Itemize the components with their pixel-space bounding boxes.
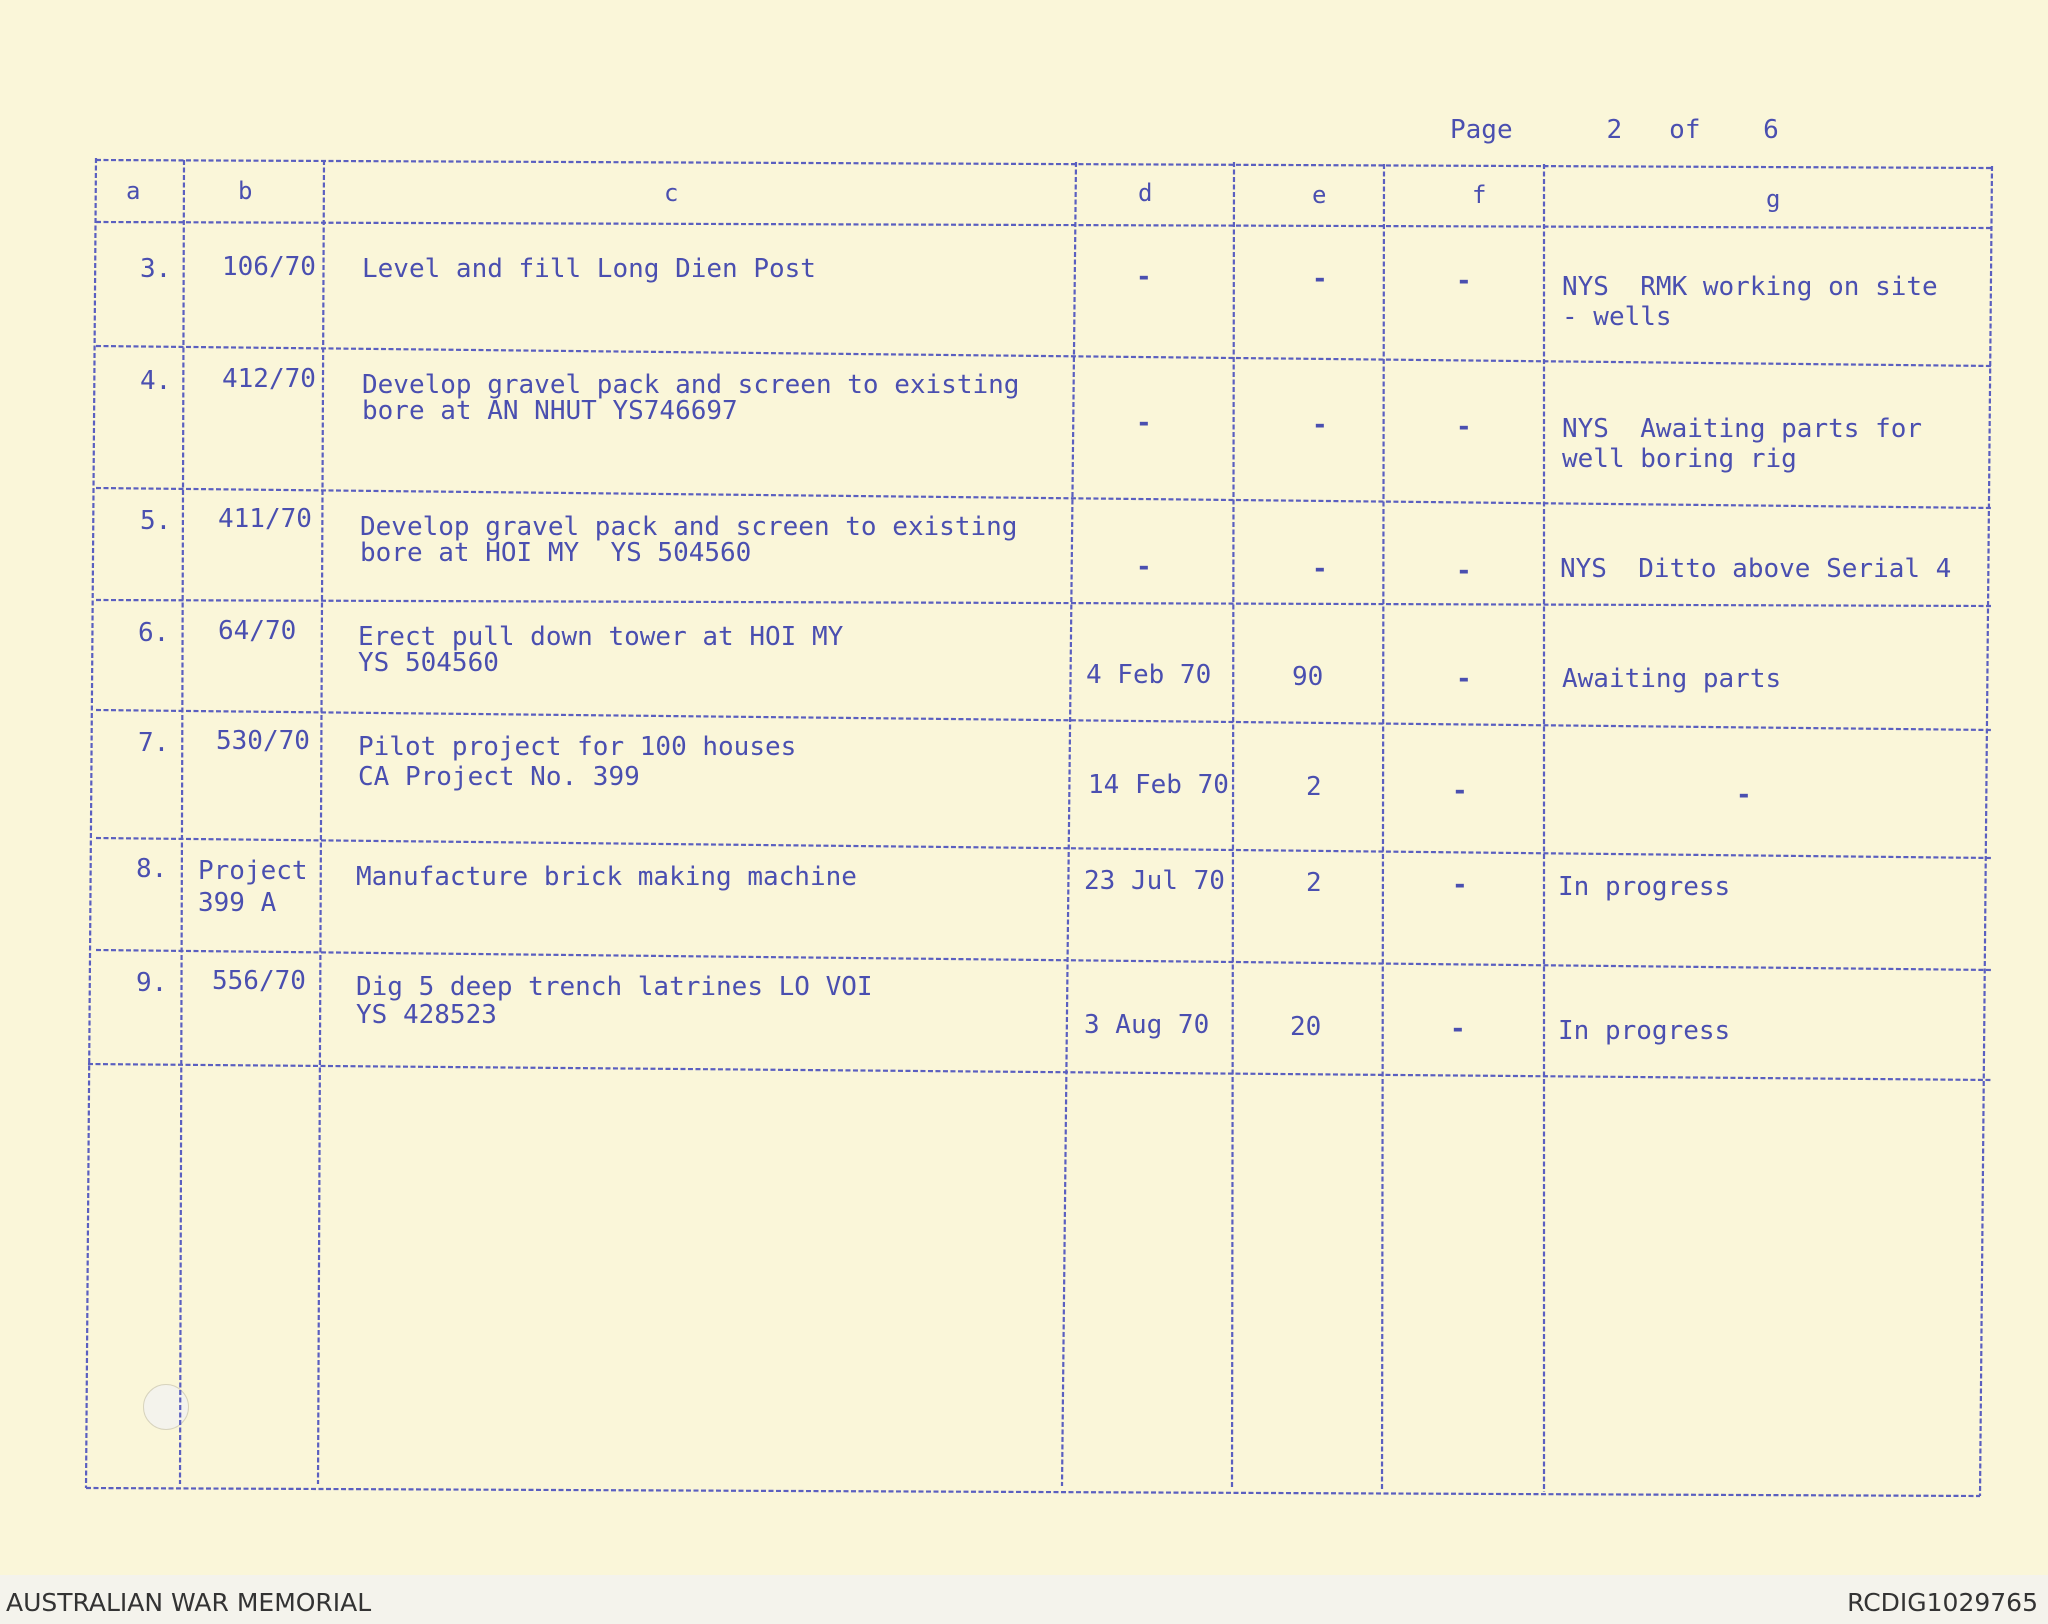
cell-d: 14 Feb 70 <box>1088 770 1229 800</box>
cell-g-line1: In progress <box>1558 872 1731 902</box>
footer-institution: AUSTRALIAN WAR MEMORIAL <box>6 1588 372 1617</box>
cell-c-line2: bore at AN NHUT YS746697 <box>362 396 738 426</box>
footer-record-id: RCDIG1029765 <box>1847 1588 2038 1617</box>
cell-e: 2 <box>1306 772 1322 802</box>
cell-c-line1: Erect pull down tower at HOI MY <box>358 622 844 652</box>
cell-c-line1: Pilot project for 100 houses <box>358 732 797 762</box>
cell-g-line2: well boring rig <box>1562 444 1797 474</box>
cell-f: - <box>1456 266 1472 296</box>
cell-f: - <box>1450 1014 1466 1044</box>
cell-g-line1: NYS RMK working on site <box>1562 272 1938 302</box>
cell-c-line1: Level and fill Long Dien Post <box>362 254 816 284</box>
cell-d: 3 Aug 70 <box>1084 1010 1210 1040</box>
cell-b: 412/70 <box>222 364 316 394</box>
cell-e: 90 <box>1292 662 1324 692</box>
cell-a: 9. <box>136 968 168 998</box>
cell-a: 5. <box>140 506 172 536</box>
cell-g-line1: Awaiting parts <box>1562 664 1782 694</box>
cell-c-line1: Manufacture brick making machine <box>356 862 857 892</box>
cell-f: - <box>1456 412 1472 442</box>
cell-a: 4. <box>140 366 172 396</box>
cell-b: 106/70 <box>222 252 316 282</box>
cell-f: - <box>1452 776 1468 806</box>
cell-a: 7. <box>138 728 170 758</box>
cell-c-line2: bore at HOI MY YS 504560 <box>360 538 752 568</box>
header-g: g <box>1766 185 1781 213</box>
cell-e: 2 <box>1306 868 1322 898</box>
cell-d: - <box>1136 262 1152 292</box>
header-a: a <box>126 177 141 205</box>
header-f: f <box>1472 181 1487 209</box>
cell-b-line1: Project <box>198 856 308 886</box>
cell-e: - <box>1312 264 1328 294</box>
cell-g-line1: NYS Ditto above Serial 4 <box>1560 554 1952 584</box>
cell-c-line2: CA Project No. 399 <box>358 762 640 792</box>
cell-g-line2: - wells <box>1562 302 1672 332</box>
cell-g-line1: - <box>1736 780 1752 810</box>
cell-b: 530/70 <box>216 726 310 756</box>
cell-c-line2: YS 504560 <box>358 648 499 678</box>
cell-b: 64/70 <box>218 616 297 646</box>
header-c: c <box>664 179 679 207</box>
cell-f: - <box>1456 664 1472 694</box>
cell-b: 556/70 <box>212 966 306 996</box>
cell-c-line2: YS 428523 <box>356 1000 497 1030</box>
page-number: Page 2 of 6 <box>1450 115 1779 145</box>
cell-d: - <box>1136 552 1152 582</box>
cell-d: 4 Feb 70 <box>1086 660 1212 690</box>
cell-b: 411/70 <box>218 504 312 534</box>
cell-e: - <box>1312 410 1328 440</box>
cell-g-line1: NYS Awaiting parts for <box>1562 414 1923 444</box>
cell-d: 23 Jul 70 <box>1084 866 1225 896</box>
header-d: d <box>1138 179 1153 207</box>
cell-a: 3. <box>140 254 172 284</box>
cell-f: - <box>1452 870 1468 900</box>
cell-a: 6. <box>138 618 170 648</box>
cell-e: 20 <box>1290 1012 1322 1042</box>
cell-a: 8. <box>136 854 168 884</box>
cell-c-line1: Develop gravel pack and screen to existing <box>362 370 1020 400</box>
cell-d: - <box>1136 408 1152 438</box>
cell-e: - <box>1312 554 1328 584</box>
cell-c-line1: Develop gravel pack and screen to existing <box>360 512 1018 542</box>
cell-b-line2: 399 A <box>198 888 277 918</box>
header-e: e <box>1312 181 1327 209</box>
cell-g-line1: In progress <box>1558 1016 1731 1046</box>
cell-f: - <box>1456 556 1472 586</box>
cell-c-line1: Dig 5 deep trench latrines LO VOI <box>356 972 873 1002</box>
header-b: b <box>238 177 253 205</box>
